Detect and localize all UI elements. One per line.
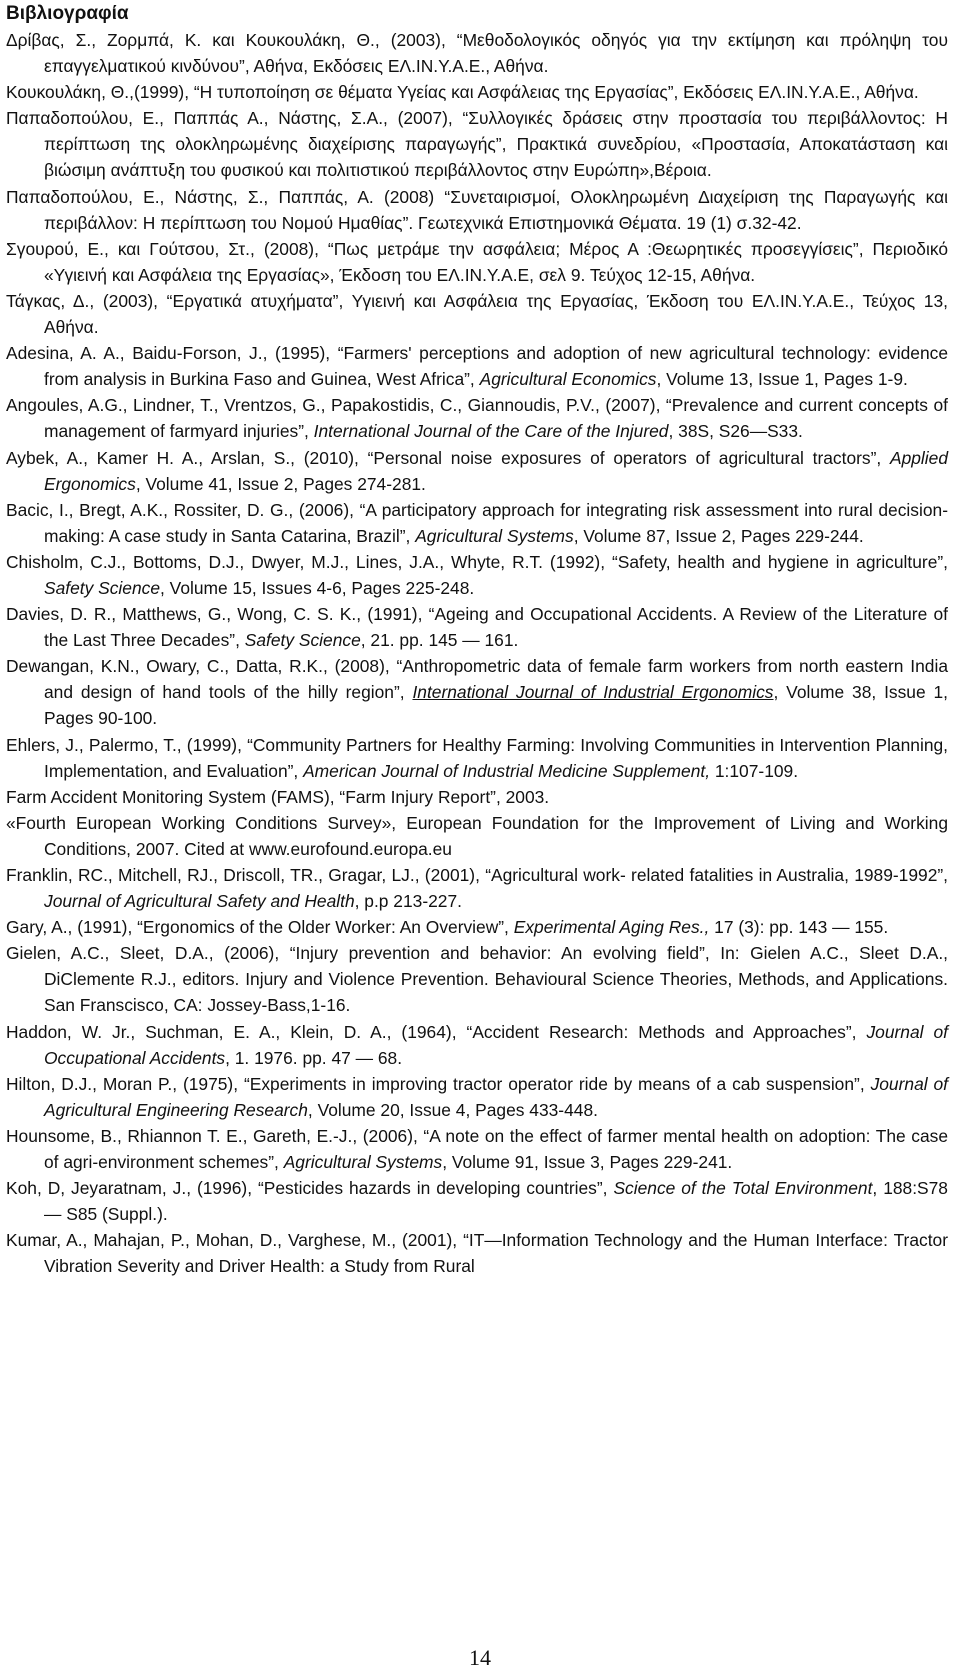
reference-text: Gary, A., (1991), “Ergonomics of the Older Worker: An Overview”, bbox=[6, 917, 514, 938]
reference-text: , 38S, S26—S33. bbox=[668, 421, 803, 442]
reference-text: Franklin, RC., Mitchell, RJ., Driscoll, TR., Gragar, LJ., (2001), “Agricultural work- related fatalities in Australia, 1989-1992”, bbox=[6, 865, 948, 885]
reference-entry bbox=[6, 601, 948, 653]
document-page bbox=[6, 0, 948, 1280]
reference-text: Kumar, A., Mahajan, P., Mohan, D., Varghese, M., (2001), “IT—Information Technology and the Human Interface: Tractor Vibration Severity and Driver Health: a Study from Rural bbox=[6, 1230, 948, 1277]
reference-source-title: Science of the Total Environment bbox=[613, 1178, 873, 1199]
reference-text: Hilton, D.J., Moran P., (1975), “Experiments in improving tractor operator ride by means of a cab suspension”, bbox=[6, 1073, 871, 1094]
reference-source-title: Experimental Aging Res., bbox=[513, 917, 710, 938]
reference-source-title: Journal of Agricultural Engineering Research bbox=[44, 1073, 949, 1120]
reference-text: Haddon, W. Jr., Suchman, E. A., Klein, D. A., (1964), “Accident Research: Methods and Approaches”, bbox=[6, 1021, 867, 1042]
reference-text: Τάγκας, Δ., (2003), “Εργατικά ατυχήματα”, Υγιεινή και Ασφάλεια της Εργασίας, Έκδοση του ΕΛ.ΙΝ.Υ.Α.Ε., Τεύχος 13, Αθήνα. bbox=[6, 290, 948, 338]
reference-text: Παπαδοπούλου, Ε., Παππάς Α., Νάστης, Σ.Α., (2007), “Συλλογικές δράσεις στην προστασία του περιβάλλοντος: Η περίπτωση της ολοκληρωμένης διαχείρισης παραγωγής”, Πρακτικά συνεδρίου, «Προστασία, Αποκατάσταση και βιώσιμη ανάπτυξη του φυσικού και πολιτιστικού περιβάλλοντος στην Ευρώπη»,Βέροια. bbox=[6, 108, 948, 181]
page-number: 14 bbox=[469, 1645, 491, 1670]
reference-text: , 1. 1976. pp. 47 — 68. bbox=[225, 1047, 403, 1068]
reference-text: , Volume 13, Issue 1, Pages 1-9. bbox=[656, 369, 908, 390]
reference-entry bbox=[6, 549, 948, 601]
reference-text: «Fourth European Working Conditions Survey», European Foundation for the Improvement of Living and Working Conditions, 2007. Cited at www.eurofound.europa.eu bbox=[6, 812, 948, 859]
reference-text: , Volume 20, Issue 4, Pages 433-448. bbox=[307, 1099, 598, 1120]
reference-entry bbox=[6, 27, 948, 79]
reference-text: , Volume 38, Issue 1, Pages 90-100. bbox=[44, 682, 948, 729]
reference-source-title: International Journal of Industrial Ergonomics bbox=[412, 682, 774, 703]
reference-entry bbox=[6, 184, 948, 236]
reference-text: Dewangan, K.N., Owary, C., Datta, R.K., (2008), “Anthropometric data of female farm workers from north eastern India and design of hand tools of the hilly region”, bbox=[6, 656, 948, 703]
reference-source-title: Agricultural Economics bbox=[479, 369, 657, 390]
reference-entry bbox=[6, 79, 948, 105]
reference-text: 1:107-109. bbox=[710, 760, 799, 781]
reference-entry bbox=[6, 105, 948, 183]
reference-source-title: International Journal of the Care of the Injured bbox=[313, 421, 669, 442]
reference-text: , Volume 91, Issue 3, Pages 229-241. bbox=[442, 1152, 733, 1173]
reference-list bbox=[6, 27, 948, 1280]
reference-text: Adesina, A. A., Baidu-Forson, J., (1995), “Farmers' perceptions and adoption of new agricultural technology: evidence from analysis in Burkina Faso and Guinea, West Africa”, bbox=[6, 343, 948, 390]
reference-entry bbox=[6, 1175, 948, 1227]
reference-entry bbox=[6, 653, 948, 731]
reference-text: Chisholm, C.J., Bottoms, D.J., Dwyer, M.J., Lines, J.A., Whyte, R.T. (1992), “Safety, health and hygiene in agriculture”, bbox=[6, 551, 948, 572]
reference-text: , 21. pp. 145 — 161. bbox=[360, 630, 519, 651]
reference-text: Δρίβας, Σ., Ζορμπά, Κ. και Κουκουλάκη, Θ., (2003), “Μεθοδολογικός οδηγός για την εκτίμηση και πρόληψη του επαγγελματικού κινδύνου”, Αθήνα, Εκδόσεις ΕΛ.ΙΝ.Υ.Α.Ε., Αθήνα. bbox=[6, 30, 948, 77]
reference-text: Farm Accident Monitoring System (FAMS), “Farm Injury Report”, 2003. bbox=[6, 786, 550, 807]
reference-text: , 188:S78 — S85 (Suppl.). bbox=[44, 1178, 948, 1225]
reference-text: Gielen, A.C., Sleet, D.A., (2006), “Injury prevention and behavior: An evolving field”, In: Gielen A.C., Sleet D.A., DiClemente R.J., editors. Injury and Violence Prevention. Behavioural Science Theories, Methods, and Applications. San Franscisco, CA: Jossey-Bass,1-16. bbox=[6, 943, 948, 1016]
reference-source-title: Agricultural Systems bbox=[415, 525, 574, 546]
reference-text: Ehlers, J., Palermo, T., (1999), “Community Partners for Healthy Farming: Involving Communities in Intervention Planning, Implementation, and Evaluation”, bbox=[6, 734, 948, 781]
page-title: Βιβλιογραφία bbox=[6, 3, 129, 24]
reference-entry bbox=[6, 784, 948, 810]
reference-entry bbox=[6, 1019, 948, 1071]
reference-text: Παπαδοπούλου, Ε., Νάστης, Σ., Παππάς, Α. (2008) “Συνεταιρισμοί, Ολοκληρωμένη Διαχείριση της Παραγωγής και περιβάλλον: Η περίπτωση του Νομού Ημαθίας”. Γεωτεχνικά Επιστημονικά Θέματα. 19 (1) σ.32-42. bbox=[6, 186, 948, 233]
reference-text: Aybek, A., Kamer H. A., Arslan, S., (2010), “Personal noise exposures of operators of agricultural tractors”, bbox=[6, 447, 890, 468]
reference-entry bbox=[6, 1123, 948, 1175]
reference-entry bbox=[6, 1071, 948, 1123]
reference-entry bbox=[6, 288, 948, 340]
reference-text: Hounsome, B., Rhiannon T. E., Gareth, E.-J., (2006), “A note on the effect of farmer mental health on adoption: The case of agri-environment schemes”, bbox=[6, 1125, 948, 1173]
reference-entry bbox=[6, 236, 948, 288]
reference-text: Bacic, I., Bregt, A.K., Rossiter, D. G., (2006), “A participatory approach for integrating risk assessment into rural decision-making: A case study in Santa Catarina, Brazil”, bbox=[6, 499, 948, 546]
reference-text: 17 (3): pp. 143 — 155. bbox=[709, 917, 889, 938]
reference-source-title: Safety Science bbox=[244, 630, 361, 651]
reference-source-title: Safety Science bbox=[44, 577, 161, 598]
reference-text: , p.p 213-227. bbox=[354, 891, 462, 912]
reference-text: , Volume 87, Issue 2, Pages 229-244. bbox=[573, 525, 864, 546]
reference-text: Σγουρού, Ε., και Γούτσου, Στ., (2008), “Πως μετράμε την ασφάλεια; Μέρος Α :Θεωρητικές προσεγγίσεις”, Περιοδικό «Υγιεινή και Ασφάλεια της Εργασίας», Έκδοση του ΕΛ.ΙΝ.Υ.Α.Ε, σελ 9. Τεύχος 12-15, Αθήνα. bbox=[6, 238, 948, 285]
reference-entry bbox=[6, 940, 948, 1018]
reference-entry bbox=[6, 392, 948, 444]
reference-entry bbox=[6, 862, 948, 914]
reference-source-title: Applied Ergonomics bbox=[44, 447, 948, 494]
reference-text: Koh, D, Jeyaratnam, J., (1996), “Pesticides hazards in developing countries”, bbox=[6, 1178, 614, 1199]
reference-source-title: American Journal of Industrial Medicine Supplement, bbox=[303, 760, 711, 781]
reference-entry bbox=[6, 445, 948, 497]
reference-text: , Volume 41, Issue 2, Pages 274-281. bbox=[135, 473, 426, 494]
reference-entry bbox=[6, 1227, 948, 1279]
reference-entry bbox=[6, 340, 948, 392]
reference-entry bbox=[6, 732, 948, 784]
reference-entry bbox=[6, 810, 948, 862]
reference-source-title: Journal of Agricultural Safety and Health bbox=[44, 891, 355, 912]
reference-text: Κουκουλάκη, Θ.,(1999), “Η τυποποίηση σε θέματα Υγείας και Ασφάλειας της Εργασίας”, Εκδόσεις ΕΛ.ΙΝ.Υ.Α.Ε., Αθήνα. bbox=[6, 82, 919, 103]
reference-text: , Volume 15, Issues 4-6, Pages 225-248. bbox=[160, 577, 475, 598]
reference-entry bbox=[6, 497, 948, 549]
reference-source-title: Journal of Occupational Accidents bbox=[44, 1021, 948, 1068]
reference-entry bbox=[6, 914, 948, 940]
reference-source-title: Agricultural Systems bbox=[283, 1152, 443, 1173]
reference-text: Davies, D. R., Matthews, G., Wong, C. S. K., (1991), “Ageing and Occupational Accidents. A Review of the Literature of the Last Three Decades”, bbox=[6, 604, 948, 651]
reference-text: Angoules, A.G., Lindner, T., Vrentzos, G., Papakostidis, C., Giannoudis, P.V., (2007), “Prevalence and current concepts of management of farmyard injuries”, bbox=[6, 395, 948, 442]
